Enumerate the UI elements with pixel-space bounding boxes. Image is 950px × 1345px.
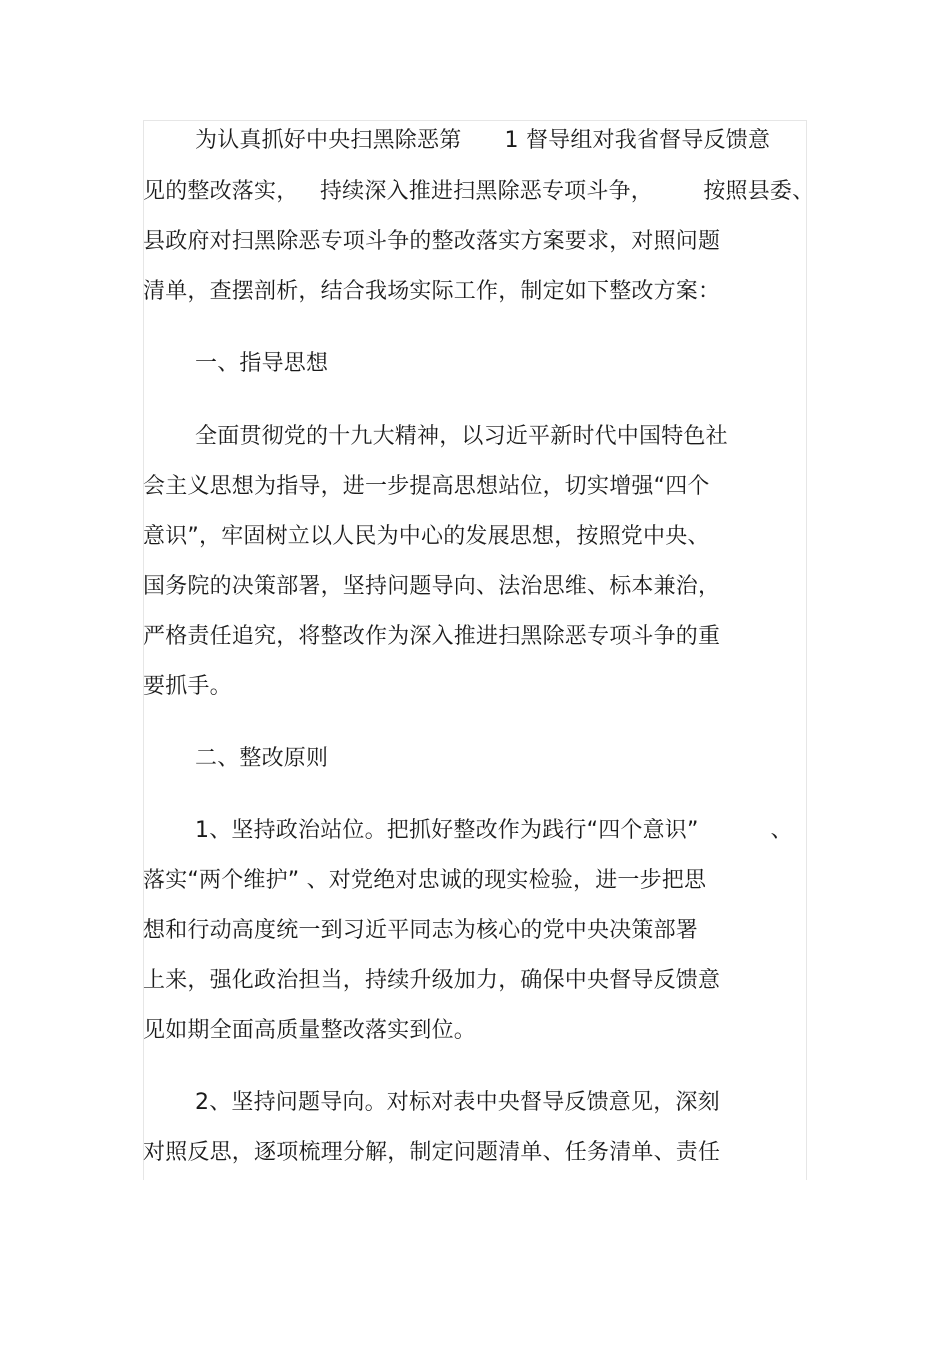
principle-2-line-2: 对照反思，逐项梳理分解，制定问题清单、任务清单、责任: [143, 1140, 721, 1165]
paragraph-1-line-2: 见的整改落实， 持续深入推进扫黑除恶专项斗争， 按照县委、: [143, 179, 815, 204]
principle-1-line-5: 见如期全面高质量整改落实到位。: [143, 1018, 477, 1043]
section-heading-principles: 二、整改原则: [195, 746, 329, 771]
principle-1-line-1: 1、坚持政治站位。把抓好整改作为践行“四个意识” 、: [195, 818, 793, 843]
paragraph-2-line-3: 意识”，牢固树立以人民为中心的发展思想，按照党中央、: [143, 524, 710, 549]
principle-1-line-2: 落实“两个维护” 、对党绝对忠诚的现实检验，进一步把思: [143, 868, 707, 893]
paragraph-2-line-1: 全面贯彻党的十九大精神，以习近平新时代中国特色社: [195, 424, 728, 449]
paragraph-2-line-4: 国务院的决策部署，坚持问题导向、法治思维、标本兼治，: [143, 574, 721, 599]
principle-1-line-3: 想和行动高度统一到习近平同志为核心的党中央决策部署: [143, 918, 699, 943]
paragraph-2-line-5: 严格责任追究，将整改作为深入推进扫黑除恶专项斗争的重: [143, 624, 721, 649]
paragraph-1-line-4: 清单，查摆剖析，结合我场实际工作，制定如下整改方案：: [143, 279, 721, 304]
paragraph-1-line-3: 县政府对扫黑除恶专项斗争的整改落实方案要求，对照问题: [143, 229, 721, 254]
principle-1-line-4: 上来，强化政治担当，持续升级加力，确保中央督导反馈意: [143, 968, 721, 993]
paragraph-2-line-6: 要抓手。: [143, 674, 232, 699]
principle-2-line-1: 2、坚持问题导向。对标对表中央督导反馈意见，深刻: [195, 1090, 720, 1115]
paragraph-1-line-1: 为认真抓好中央扫黑除恶第 1 督导组对我省督导反馈意: [195, 128, 771, 153]
paragraph-2-line-2: 会主义思想为指导，进一步提高思想站位，切实增强“四个: [143, 474, 710, 499]
section-heading-guiding-thought: 一、指导思想: [195, 351, 329, 376]
